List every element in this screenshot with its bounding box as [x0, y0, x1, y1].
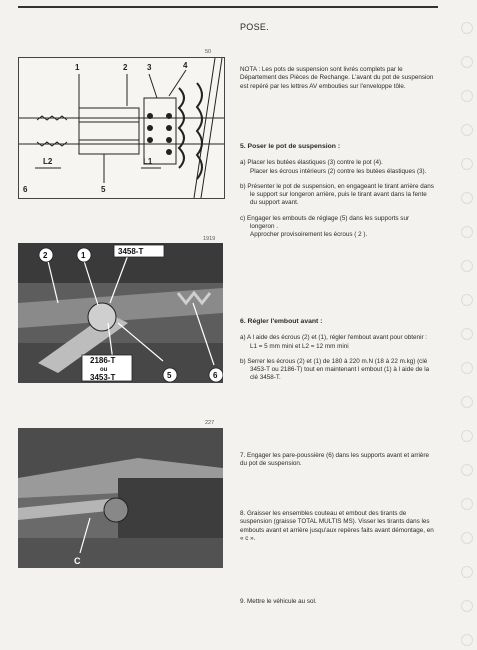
step-6a: a) A l aide des écrous (2) et (1), régler l'embout avant pour obtenir :: [240, 334, 428, 342]
note-paragraph: NOTA : Les pots de suspension sont livrés complets par le Département des Pièces de Rechange. L'avant du pot de suspension est repéré par les lettres AV embouties sur l'enveloppe tôle.: [240, 66, 434, 90]
step-6a-values: L1 = 5 mm mini et L2 = 12 mm mini: [250, 342, 349, 350]
callout-5: 5: [167, 371, 172, 380]
figure-2-number: 1919: [203, 236, 216, 242]
step-5b: b) Présenter le pot de suspension, en engageant le tirant arrière dans le support sur longeron arrière, puis le tirant avant dans la fente du support avant.: [240, 182, 434, 207]
callout-2: 2: [123, 63, 128, 72]
step-8: 8. Graisser les ensembles couteau et embout des tirants de suspension (graisse TOTAL MULTIS MS). Visser les tirants dans les embouts avant et arrière jusqu'aux repères faits avant démontage, en « c ».: [240, 510, 434, 542]
callout-1: 1: [75, 63, 80, 72]
page-edge-marks: [459, 0, 473, 650]
figure-2-photo: [18, 243, 223, 383]
callout-3: 3: [147, 63, 152, 72]
step-6: [240, 318, 435, 383]
callout-c: C: [74, 556, 81, 566]
step-9: 9. Mettre le véhicule au sol.: [240, 598, 317, 605]
step-5a-continued: Placer les écrous intérieurs (2) contre les butées élastiques (3).: [250, 167, 427, 175]
step-5c-continued: Approcher provisoirement les écrous ( 2 ).: [250, 231, 368, 239]
callout-1: 1: [81, 251, 86, 260]
callout-4: 4: [183, 61, 188, 70]
step-5c: c) Engager les embouts de réglage (5) dans les supports sur longeron .: [240, 214, 410, 231]
figure-1-drawing: [18, 57, 225, 199]
step-6b: b) Serrer les écrous (2) et (1) de 180 à 220 m.N (18 à 22 m.kg) (clé 3453-T ou 2186-T) tout en maintenant l embout (1) à l aide de la clé 3458-T.: [240, 357, 430, 382]
tie-rod-photo: [18, 428, 223, 568]
figure-3-photo: [18, 428, 223, 568]
tool-3458-t: 3458-T: [118, 247, 144, 256]
callout-5: 5: [101, 185, 106, 194]
step-7: 7. Engager les pare-poussière (6) dans les supports avant et arrière du pot de suspension.: [240, 452, 430, 468]
step-5a: a) Placer les butées élastiques (3) contre le pot (4).: [240, 159, 383, 167]
tool-or: ou: [100, 367, 108, 373]
adjustment-photo: [18, 243, 223, 383]
figure-3-number: 227: [205, 420, 215, 426]
top-rule: [18, 6, 438, 8]
dimension-l2: L2: [43, 157, 53, 166]
tool-3453-t: 3453-T: [90, 373, 116, 382]
callout-6: 6: [23, 185, 28, 194]
step-5-title: 5. Poser le pot de suspension :: [240, 143, 341, 150]
tool-2186-t: 2186-T: [90, 356, 116, 365]
callout-2: 2: [43, 251, 48, 260]
page-title: POSE.: [240, 22, 270, 32]
figure-1-number: 50: [205, 49, 212, 55]
suspension-pot-drawing: [19, 58, 224, 198]
callout-6: 6: [213, 371, 218, 380]
step-5: [240, 143, 435, 240]
dimension-l1: L1: [143, 157, 153, 166]
step-6-title: 6. Régler l'embout avant :: [240, 318, 323, 325]
